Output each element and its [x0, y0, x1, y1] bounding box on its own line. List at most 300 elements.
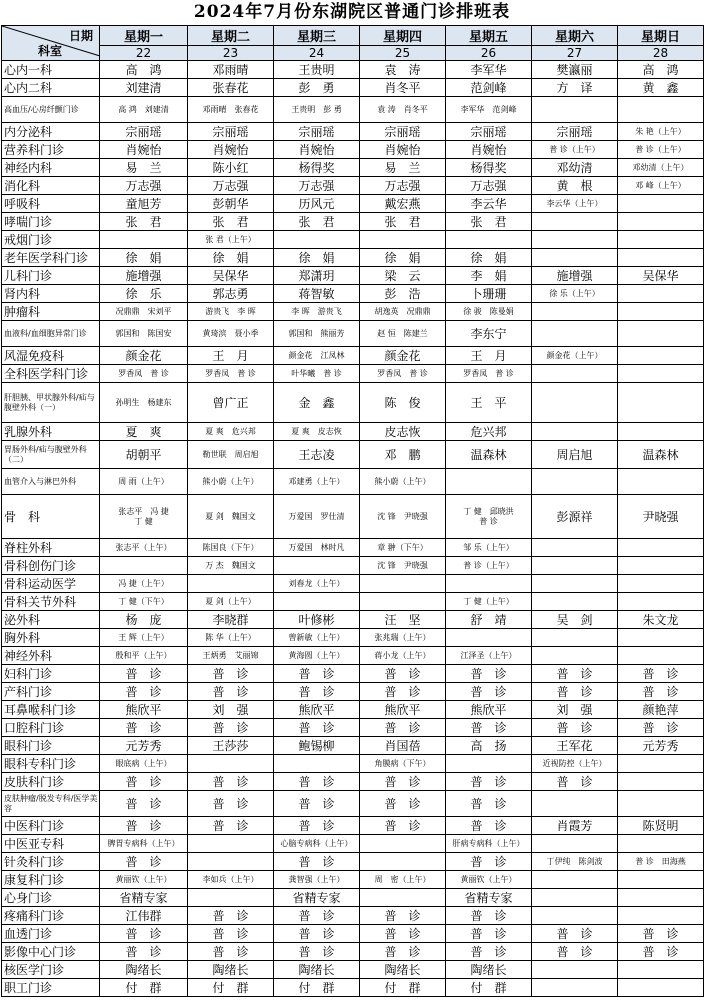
schedule-cell: 熊欣平 [100, 701, 188, 719]
schedule-cell: 皮志恢 [360, 423, 446, 441]
schedule-cell [532, 961, 618, 979]
schedule-cell: 罗香凤 普 诊 [446, 365, 532, 383]
schedule-cell: 普 诊 [100, 683, 188, 701]
schedule-cell: 普 诊 [188, 907, 274, 925]
schedule-cell: 徐 乐（上午） [532, 285, 618, 303]
schedule-cell [446, 231, 532, 249]
schedule-cell: 赵 恒 陈建兰 [360, 321, 446, 347]
schedule-cell [618, 249, 704, 267]
dept-name-cell: 骨科关节外科 [2, 593, 100, 611]
table-row [2, 441, 704, 469]
schedule-cell: 李 娟 [446, 267, 532, 285]
schedule-cell: 普 诊 [100, 719, 188, 737]
schedule-cell [532, 907, 618, 925]
page-title: 2024年7月份东湖院区普通门诊排班表 [193, 2, 511, 22]
table-row [2, 141, 704, 159]
schedule-cell: 普 诊 [274, 791, 360, 817]
table-row [2, 123, 704, 141]
schedule-cell [100, 231, 188, 249]
dept-name-cell: 胸外科 [2, 629, 100, 647]
schedule-cell: 普 诊 [188, 943, 274, 961]
table-row [2, 737, 704, 755]
schedule-cell: 郑潇玥 [274, 267, 360, 285]
table-row [2, 285, 704, 303]
schedule-cell [188, 575, 274, 593]
schedule-cell: 邓雨晴 张春花 [188, 97, 274, 123]
schedule-cell: 周 雨（上午） [100, 469, 188, 495]
schedule-cell: 宗丽瑶 [274, 123, 360, 141]
schedule-cell: 王 辉（上午） [100, 629, 188, 647]
schedule-cell: 普 诊 [446, 665, 532, 683]
table-row [2, 871, 704, 889]
schedule-cell: 胡逸英 况鼎鼎 [360, 303, 446, 321]
schedule-cell: 游贵飞 李 晖 [188, 303, 274, 321]
schedule-cell: 施增强 [100, 267, 188, 285]
schedule-cell: 普 诊 [618, 943, 704, 961]
day-date-header: 28 [618, 46, 704, 61]
schedule-cell: 罗香凤 普 诊 [188, 365, 274, 383]
schedule-cell: 王贵明 [274, 61, 360, 79]
schedule-cell: 王炳勇 艾丽锦 [188, 647, 274, 665]
schedule-cell: 黄 根 [532, 177, 618, 195]
header-corner-cell [2, 26, 100, 61]
schedule-cell: 普 诊 [446, 817, 532, 835]
schedule-cell [532, 231, 618, 249]
schedule-table [1, 25, 704, 997]
schedule-cell: 宗丽瑶 [532, 123, 618, 141]
schedule-cell: 付 群 [446, 979, 532, 997]
schedule-cell: 眼底病（上午） [100, 755, 188, 773]
schedule-cell: 江伟群 [100, 907, 188, 925]
schedule-cell: 郭志勇 [188, 285, 274, 303]
schedule-cell: 普 诊 [188, 683, 274, 701]
schedule-cell: 邓建勇（上午） [274, 469, 360, 495]
schedule-cell: 张志平（上午） [100, 539, 188, 557]
dept-name-cell: 神经外科 [2, 647, 100, 665]
table-row [2, 61, 704, 79]
schedule-cell [188, 835, 274, 853]
schedule-cell [532, 383, 618, 423]
table-row [2, 267, 704, 285]
schedule-cell: 普 诊 [274, 925, 360, 943]
table-row [2, 773, 704, 791]
dept-name-cell: 眼科专科门诊 [2, 755, 100, 773]
schedule-cell: 普 诊 [360, 719, 446, 737]
schedule-cell: 汪 坚 [360, 611, 446, 629]
schedule-cell: 熊欣平 [360, 701, 446, 719]
table-row [2, 979, 704, 997]
schedule-cell: 普 诊 [618, 683, 704, 701]
schedule-cell: 普 诊 [446, 943, 532, 961]
schedule-cell: 邹 乐（上午） [446, 539, 532, 557]
schedule-cell: 刘建清 [100, 79, 188, 97]
schedule-cell: 高 鸿 刘建清 [100, 97, 188, 123]
schedule-cell: 徐 娟 [274, 249, 360, 267]
dept-name-cell: 皮肤科门诊 [2, 773, 100, 791]
schedule-cell: 丁 健（上午） [446, 593, 532, 611]
schedule-cell: 夏 剑 魏国文 [188, 495, 274, 539]
schedule-cell: 高 鸿 [100, 61, 188, 79]
table-row [2, 683, 704, 701]
schedule-cell [532, 889, 618, 907]
table-row [2, 907, 704, 925]
table-row [2, 195, 704, 213]
table-row [2, 303, 704, 321]
schedule-cell: 万爱国 罗仕清 [274, 495, 360, 539]
schedule-cell: 徐 娟 [100, 249, 188, 267]
dept-name-cell: 妇科门诊 [2, 665, 100, 683]
dept-name-cell: 血透门诊 [2, 925, 100, 943]
dept-name-cell: 皮肤肿瘤/脱发专科/医学美容 [2, 791, 100, 817]
table-row [2, 961, 704, 979]
schedule-cell: 陶绪长 [188, 961, 274, 979]
schedule-cell: 朱 艳（上午） [618, 123, 704, 141]
schedule-cell: 刘春龙（上午） [274, 575, 360, 593]
table-row [2, 791, 704, 817]
schedule-cell: 宗丽瑶 [100, 123, 188, 141]
schedule-cell: 普 诊 [446, 907, 532, 925]
dept-name-cell: 疼痛科门诊 [2, 907, 100, 925]
schedule-cell: 肖婉怡 [446, 141, 532, 159]
schedule-cell: 普 诊 [446, 853, 532, 871]
table-row [2, 889, 704, 907]
schedule-cell [360, 575, 446, 593]
schedule-cell [274, 557, 360, 575]
schedule-cell: 普 诊 [188, 817, 274, 835]
dept-name-cell: 风湿免疫科 [2, 347, 100, 365]
schedule-cell: 方 译 [532, 79, 618, 97]
schedule-cell: 脾胃专病科（上午） [100, 835, 188, 853]
date-header-label: 日期 [68, 29, 93, 43]
dept-name-cell: 肾内科 [2, 285, 100, 303]
table-row [2, 817, 704, 835]
schedule-cell [618, 575, 704, 593]
schedule-cell [360, 835, 446, 853]
table-row [2, 665, 704, 683]
schedule-cell: 肖冬平 [360, 79, 446, 97]
schedule-cell [274, 231, 360, 249]
schedule-cell: 普 诊 [360, 791, 446, 817]
schedule-cell [618, 347, 704, 365]
schedule-cell: 普 诊 [618, 925, 704, 943]
schedule-cell: 王军花 [532, 737, 618, 755]
dept-name-cell: 戒烟门诊 [2, 231, 100, 249]
schedule-cell: 陈贤明 [618, 817, 704, 835]
schedule-cell: 普 诊 [532, 943, 618, 961]
schedule-cell: 普 诊 [446, 773, 532, 791]
dept-name-cell: 儿科门诊 [2, 267, 100, 285]
schedule-cell [100, 557, 188, 575]
schedule-cell: 罗香凤 普 诊 [360, 365, 446, 383]
table-row [2, 249, 704, 267]
table-row [2, 835, 704, 853]
table-row [2, 557, 704, 575]
schedule-cell [618, 213, 704, 231]
schedule-cell: 胡朝平 [100, 441, 188, 469]
schedule-cell [532, 303, 618, 321]
schedule-cell: 鲍锡柳 [274, 737, 360, 755]
schedule-cell: 章 翀（下午） [360, 539, 446, 557]
schedule-cell: 普 诊 [446, 791, 532, 817]
schedule-cell [618, 593, 704, 611]
schedule-cell: 付 群 [100, 979, 188, 997]
dept-name-cell: 骨科运动医学 [2, 575, 100, 593]
schedule-cell [618, 755, 704, 773]
dept-name-cell: 神经内科 [2, 159, 100, 177]
schedule-cell: 角膜病（下午） [360, 755, 446, 773]
schedule-cell: 宗丽瑶 [360, 123, 446, 141]
schedule-cell: 付 群 [188, 979, 274, 997]
table-row [2, 593, 704, 611]
schedule-cell: 熊小蔚（上午） [360, 469, 446, 495]
schedule-cell: 卜珊珊 [446, 285, 532, 303]
dept-name-cell: 影像中心门诊 [2, 943, 100, 961]
schedule-cell [618, 557, 704, 575]
schedule-cell: 吴保华 [188, 267, 274, 285]
schedule-cell [532, 593, 618, 611]
schedule-cell: 普 诊 [446, 719, 532, 737]
schedule-cell [446, 575, 532, 593]
schedule-cell [360, 231, 446, 249]
schedule-cell: 朱文龙 [618, 611, 704, 629]
table-row [2, 231, 704, 249]
dept-name-cell: 哮喘门诊 [2, 213, 100, 231]
schedule-cell [532, 835, 618, 853]
schedule-cell-line: 丁 健 邱晓洪 [463, 506, 514, 516]
schedule-cell [532, 791, 618, 817]
schedule-cell: 万爱国 林时凡 [274, 539, 360, 557]
dept-name-cell: 内分泌科 [2, 123, 100, 141]
table-row [2, 79, 704, 97]
schedule-cell: 普 诊 [274, 943, 360, 961]
schedule-cell: 郭国和 熊丽芳 [274, 321, 360, 347]
dept-name-cell: 口腔科门诊 [2, 719, 100, 737]
schedule-cell: 颜金花 [360, 347, 446, 365]
schedule-cell: 近视防控（上午） [532, 755, 618, 773]
day-name-header: 星期一 [100, 26, 188, 46]
dept-name-cell: 全科医学科门诊 [2, 365, 100, 383]
dept-name-cell: 脊柱外科 [2, 539, 100, 557]
dept-name-cell: 呼吸科 [2, 195, 100, 213]
schedule-cell: 普 诊 [360, 943, 446, 961]
schedule-cell: 黄 鑫 [618, 79, 704, 97]
schedule-cell: 普 诊 [100, 943, 188, 961]
schedule-cell [360, 853, 446, 871]
day-name-header: 星期四 [360, 26, 446, 46]
schedule-cell: 高 扬 [446, 737, 532, 755]
schedule-cell [532, 575, 618, 593]
schedule-cell: 元芳秀 [618, 737, 704, 755]
schedule-cell: 普 诊 [100, 925, 188, 943]
schedule-cell: 杨得奖 [446, 159, 532, 177]
schedule-cell: 陈国良（下午） [188, 539, 274, 557]
schedule-cell: 历风元 [274, 195, 360, 213]
schedule-cell: 肖婉怡 [188, 141, 274, 159]
schedule-cell: 熊小蔚（上午） [188, 469, 274, 495]
schedule-cell [618, 773, 704, 791]
schedule-cell: 元芳秀 [100, 737, 188, 755]
schedule-cell: 徐 娟 [360, 249, 446, 267]
schedule-cell [618, 423, 704, 441]
schedule-cell: 普 诊 [188, 665, 274, 683]
schedule-cell: 普 诊 [188, 925, 274, 943]
schedule-cell: 万志强 [360, 177, 446, 195]
schedule-cell [446, 629, 532, 647]
schedule-cell: 刘 强 [532, 701, 618, 719]
dept-name-cell: 骨科创伤门诊 [2, 557, 100, 575]
schedule-cell: 袁 涛 [360, 61, 446, 79]
table-row [2, 383, 704, 423]
schedule-cell: 曾广正 [188, 383, 274, 423]
day-date-header: 26 [446, 46, 532, 61]
schedule-cell [100, 495, 188, 539]
schedule-cell: 王 月 [188, 347, 274, 365]
table-row [2, 647, 704, 665]
schedule-cell: 普 诊 [532, 719, 618, 737]
schedule-cell: 刘 强 [188, 701, 274, 719]
schedule-cell [618, 961, 704, 979]
schedule-cell: 沈 锋 尹晓强 [360, 495, 446, 539]
schedule-cell: 温森林 [446, 441, 532, 469]
dept-name-cell: 消化科 [2, 177, 100, 195]
schedule-cell: 邓雨晴 [188, 61, 274, 79]
schedule-cell: 普 诊（上午） [446, 557, 532, 575]
schedule-cell: 普 诊 [100, 773, 188, 791]
schedule-cell: 普 诊 [360, 773, 446, 791]
schedule-cell-line: 丁 健 [134, 516, 153, 526]
schedule-cell: 普 诊 [274, 817, 360, 835]
schedule-cell [274, 593, 360, 611]
schedule-cell: 周 密（上午） [360, 871, 446, 889]
schedule-cell: 江泽圣（上午） [446, 647, 532, 665]
schedule-cell: 普 诊 [274, 665, 360, 683]
dept-header-label: 科室 [38, 44, 63, 58]
schedule-cell: 梁 云 [360, 267, 446, 285]
table-row [2, 365, 704, 383]
schedule-cell: 付 群 [360, 979, 446, 997]
schedule-cell: 普 诊 [446, 683, 532, 701]
schedule-cell: 邓幼清（上午） [618, 159, 704, 177]
schedule-cell: 普 诊 [360, 665, 446, 683]
schedule-cell [618, 979, 704, 997]
schedule-cell: 黄海圆（上午） [274, 647, 360, 665]
schedule-cell [532, 871, 618, 889]
schedule-cell: 王贵明 彭 勇 [274, 97, 360, 123]
schedule-cell: 普 诊 [532, 925, 618, 943]
schedule-cell: 宗丽瑶 [446, 123, 532, 141]
schedule-cell: 殷和平（上午） [100, 647, 188, 665]
schedule-cell [618, 97, 704, 123]
schedule-cell: 金 鑫 [274, 383, 360, 423]
schedule-cell: 黄丽钦（上午） [446, 871, 532, 889]
table-row [2, 423, 704, 441]
schedule-cell: 龚智强（上午） [274, 871, 360, 889]
schedule-cell: 徐 乐 [100, 285, 188, 303]
schedule-cell: 普 诊 田海燕 [618, 853, 704, 871]
schedule-cell: 普 诊 [188, 773, 274, 791]
schedule-cell [618, 889, 704, 907]
schedule-cell: 陈小红 [188, 159, 274, 177]
schedule-cell: 彭 浩 [360, 285, 446, 303]
dept-name-cell: 泌外科 [2, 611, 100, 629]
schedule-cell [532, 365, 618, 383]
schedule-cell [618, 285, 704, 303]
schedule-cell: 李如兵（上午） [188, 871, 274, 889]
schedule-cell: 普 诊（上午） [618, 141, 704, 159]
schedule-cell: 杨得奖 [274, 159, 360, 177]
schedule-cell [618, 835, 704, 853]
schedule-cell [188, 853, 274, 871]
schedule-cell [618, 539, 704, 557]
schedule-cell: 省精专家 [446, 889, 532, 907]
schedule-cell: 徐 娟 [446, 249, 532, 267]
day-date-header: 23 [188, 46, 274, 61]
table-row [2, 347, 704, 365]
schedule-cell: 熊欣平 [446, 701, 532, 719]
schedule-cell: 叶华曦 普 诊 [274, 365, 360, 383]
schedule-cell: 宗丽瑶 [188, 123, 274, 141]
schedule-cell [188, 889, 274, 907]
schedule-cell: 蒋智敏 [274, 285, 360, 303]
dept-name-cell: 眼科门诊 [2, 737, 100, 755]
schedule-cell: 张兆瑞（上午） [360, 629, 446, 647]
schedule-cell: 普 诊 [274, 683, 360, 701]
schedule-cell [188, 755, 274, 773]
schedule-cell [532, 539, 618, 557]
schedule-cell: 李军华 [446, 61, 532, 79]
day-name-header: 星期日 [618, 26, 704, 46]
schedule-cell: 普 诊（上午） [532, 141, 618, 159]
schedule-cell: 张 君 [360, 213, 446, 231]
table-row [2, 755, 704, 773]
schedule-cell: 普 诊 [100, 817, 188, 835]
schedule-cell [532, 97, 618, 123]
schedule-cell: 樊瀛丽 [532, 61, 618, 79]
schedule-cell: 李东宁 [446, 321, 532, 347]
schedule-cell [360, 889, 446, 907]
schedule-cell: 万志强 [274, 177, 360, 195]
schedule-cell: 张春花 [188, 79, 274, 97]
schedule-cell: 危兴邦 [446, 423, 532, 441]
table-row [2, 629, 704, 647]
schedule-cell: 蒋小龙（上午） [360, 647, 446, 665]
schedule-cell: 普 诊 [360, 683, 446, 701]
schedule-cell: 普 诊 [618, 665, 704, 683]
schedule-cell: 夏 剑（上午） [188, 593, 274, 611]
schedule-cell: 普 诊 [100, 853, 188, 871]
table-row [2, 539, 704, 557]
schedule-cell: 李军华 范剑峰 [446, 97, 532, 123]
table-row [2, 719, 704, 737]
schedule-cell: 普 诊 [360, 817, 446, 835]
dept-name-cell: 胃肠外科/疝与腹壁外科（二） [2, 441, 100, 469]
schedule-cell: 邓幼清 [532, 159, 618, 177]
schedule-cell: 黄琦滨 聂小季 [188, 321, 274, 347]
schedule-cell: 丁伊纯 陈剑波 [532, 853, 618, 871]
schedule-cell: 张 君（上午） [188, 231, 274, 249]
schedule-cell: 普 诊 [446, 925, 532, 943]
schedule-cell: 李晓群 [188, 611, 274, 629]
day-date-header: 25 [360, 46, 446, 61]
schedule-cell: 李 晖 游贵飞 [274, 303, 360, 321]
schedule-cell: 夏 爽 皮志恢 [274, 423, 360, 441]
dept-name-cell: 耳鼻喉科门诊 [2, 701, 100, 719]
schedule-cell: 王 月 [446, 347, 532, 365]
dept-name-cell: 产科门诊 [2, 683, 100, 701]
schedule-cell: 彭源祥 [532, 495, 618, 539]
schedule-cell [618, 383, 704, 423]
dept-name-cell: 心内二科 [2, 79, 100, 97]
